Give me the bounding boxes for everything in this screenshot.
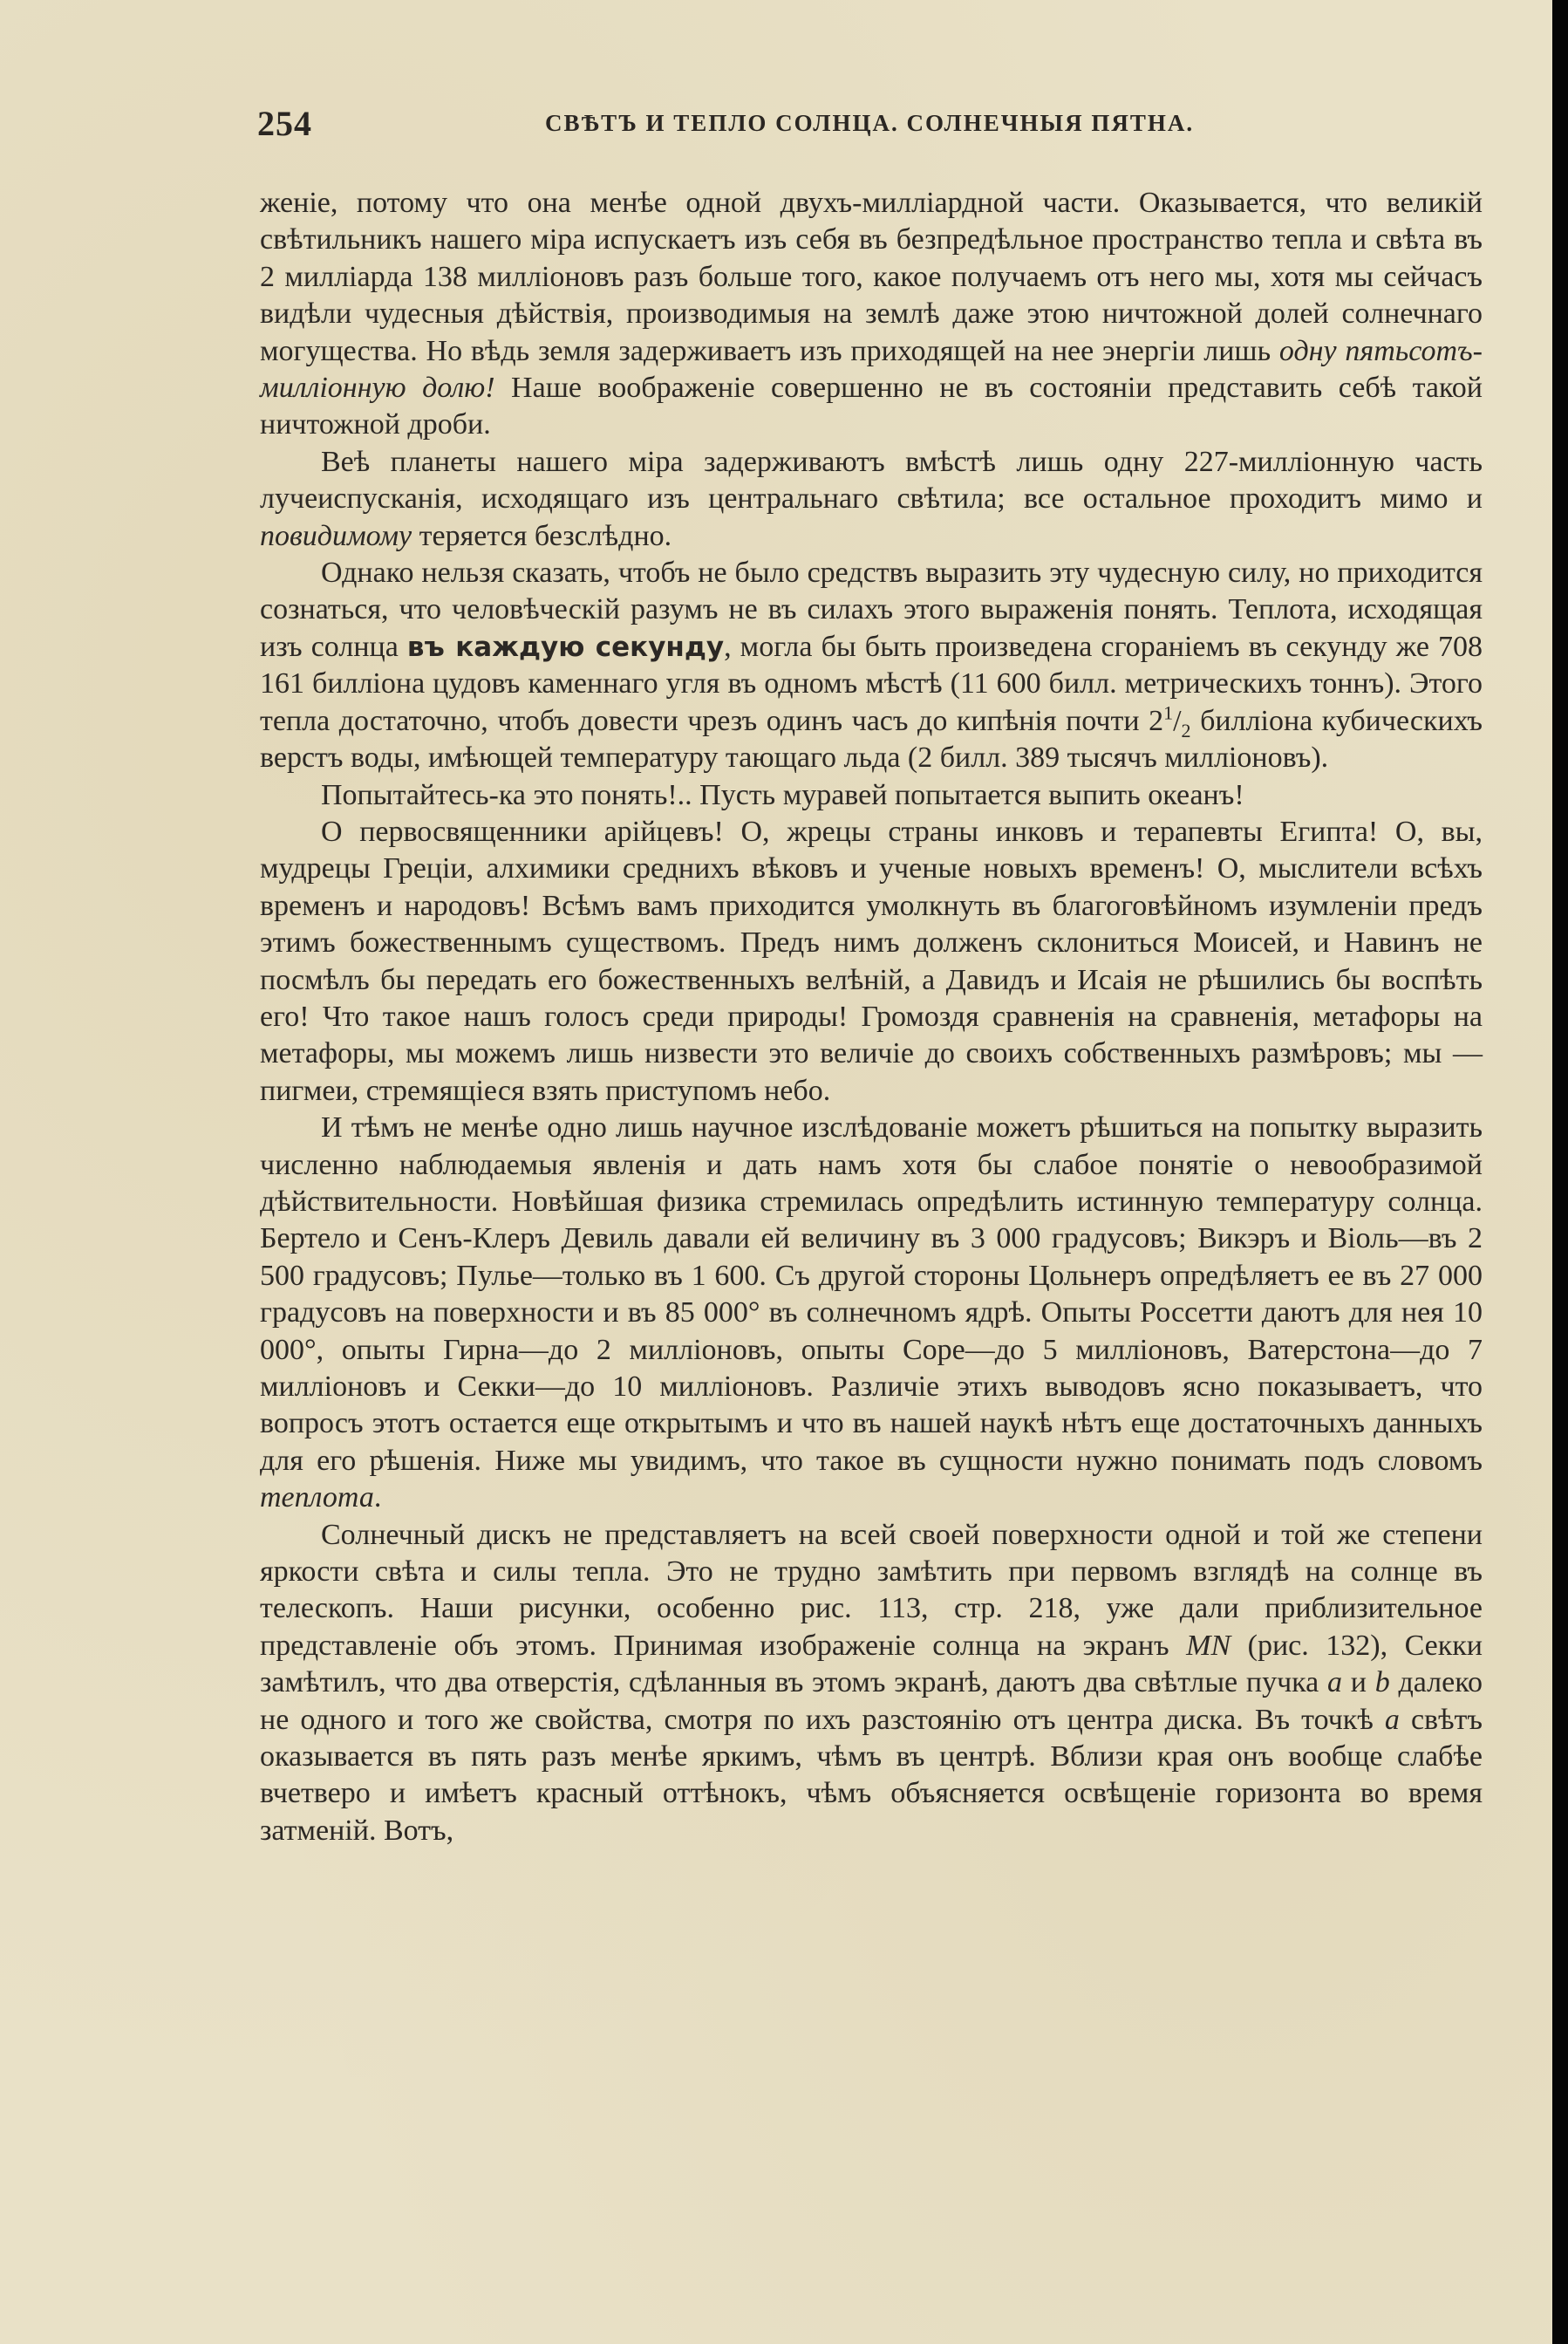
text-run: Наше воображеніе совершенно не въ состояніи представить себѣ такой ничтожной дроби. bbox=[260, 372, 1483, 441]
italic-text: MN bbox=[1186, 1629, 1231, 1662]
paragraph bbox=[260, 814, 1483, 1110]
text-run: И тѣмъ не менѣе одно лишь научное изслѣдованіе можетъ рѣшиться на попытку выразить численно наблюдаемыя явленія и дать намъ хотя бы слабое понятіе о невообразимой дѣйствительности. Новѣйшая физика стремилась опредѣлить истинную температуру солнца. Бертело и Сенъ-Клеръ Девиль давали ей величину въ 3 000 градусовъ; Викэръ и Віоль—въ 2 500 градусовъ; Пулье—только въ 1 600. Съ другой стороны Цольнеръ опредѣляетъ ее въ 27 000 градусовъ на поверхности и въ 85 000° въ солнечномъ ядрѣ. Опыты Россетти даютъ для нея 10 000°, опыты Гирна—до 2 милліоновъ, опыты Соре—до 5 милліоновъ, Ватерстона—до 7 милліоновъ и Секки—до 10 милліоновъ. Различіе этихъ выводовъ ясно показываетъ, что вопросъ этотъ остается еще открытымъ и что въ нашей наукѣ нѣтъ еще достаточныхъ данныхъ для его рѣшенія. Ниже мы увидимъ, что такое въ сущности нужно понимать подъ словомъ bbox=[260, 1111, 1483, 1477]
running-head: СВѢТЪ И ТЕПЛО СОЛНЦА. СОЛНЕЧНЫЯ ПЯТНА. bbox=[545, 110, 1195, 136]
text-run: далеко не одного и того же свойства, смотря по ихъ разстоянію отъ центра диска. Въ точкѣ bbox=[260, 1666, 1483, 1736]
italic-text: теплота bbox=[260, 1481, 374, 1514]
text-run: (рис. 132), Секки замѣтилъ, что два отверстія, сдѣланныя въ этомъ экранѣ, даютъ два свѣтлые пучка bbox=[260, 1629, 1483, 1699]
text-run: и bbox=[1342, 1666, 1375, 1699]
paragraph bbox=[260, 555, 1483, 776]
text-run: билліона кубическихъ верстъ воды, имѣющей температуру тающаго льда (2 билл. 389 тысячъ милліоновъ). bbox=[260, 704, 1483, 775]
text-run: 1 bbox=[1163, 701, 1174, 724]
text-run: Попытайтесь-ка это понять!.. Пусть муравей попытается выпить океанъ! bbox=[321, 778, 1244, 811]
italic-text: a bbox=[1327, 1666, 1343, 1699]
bold-text: въ каждую секунду bbox=[406, 631, 725, 663]
text-run: свѣтъ оказывается въ пять разъ менѣе яркимъ, чѣмъ въ центрѣ. Вблизи края онъ вообще слабѣе вчетверо и имѣетъ красный оттѣнокъ, чѣмъ объясняется освѣщеніе горизонта во время затменій. Вотъ, bbox=[260, 1703, 1483, 1847]
text-run: . bbox=[373, 1481, 382, 1514]
italic-text: одну пятьсотъ-милліонную долю! bbox=[260, 334, 1483, 405]
text-run: женіе, потому что она менѣе одной двухъ-милліардной части. Оказывается, что великій свѣтильникъ нашего міра испускаетъ изъ себя въ безпредѣльное пространство тепла и свѣта въ 2 милліарда 138 милліоновъ разъ больше того, какое получаемъ отъ него мы, хотя мы сейчасъ видѣли чудесныя дѣйствія, производимыя на землѣ даже этою ничтожной долей солнечнаго могущества. Но вѣдь земля задерживаетъ изъ приходящей на нее энергіи лишь bbox=[260, 187, 1483, 367]
paragraph bbox=[260, 444, 1483, 555]
text-run: О первосвященники арійцевъ! О, жрецы страны инковъ и терапевты Египта! О, вы, мудрецы Греціи, алхимики среднихъ вѣковъ и ученые новыхъ временъ! О, мыслители всѣхъ временъ и народовъ! Всѣмъ вамъ приходится умолкнуть въ благоговѣйномъ изумленіи предъ этимъ божественнымъ существомъ. Предъ нимъ долженъ склониться Моисей, и Навинъ не посмѣлъ бы передать его божественныхъ велѣній, а Давидъ и Исаія не рѣшились бы воспѣть его! Что такое нашъ голосъ среди природы! Громоздя сравненія на сравненія, метафоры на метафоры, мы можемъ лишь низвести это величіе до своихъ собственныхъ размѣровъ; мы — пигмеи, стремящіеся взять приступомъ небо. bbox=[260, 815, 1483, 1107]
text-run: Веѣ планеты нашего міра задерживаютъ вмѣстѣ лишь одну 227-милліонную часть лучеиспусканія, исходящаго изъ центральнаго свѣтила; все остальное проходитъ мимо и bbox=[260, 445, 1483, 516]
page-number: 254 bbox=[257, 104, 312, 143]
body-text bbox=[260, 185, 1483, 1849]
italic-text: повидимому bbox=[260, 519, 412, 552]
text-run: 2 bbox=[1181, 719, 1191, 741]
paragraph bbox=[260, 185, 1483, 444]
text-run: / bbox=[1173, 704, 1182, 737]
text-run: Солнечный дискъ не представляетъ на всей своей поверхности одной и той же степени яркости свѣта и силы тепла. Это не трудно замѣтить при первомъ взглядѣ на солнце въ телескопъ. Наши рисунки, особенно рис. 113, стр. 218, уже дали приблизительное представленіе объ этомъ. Принимая изображеніе солнца на экранъ bbox=[260, 1518, 1483, 1662]
paragraph bbox=[260, 777, 1483, 814]
paragraph bbox=[260, 1110, 1483, 1516]
paragraph bbox=[260, 1517, 1483, 1850]
text-run: Однако нельзя сказать, чтобъ не было средствъ выразить эту чудесную силу, но приходится сознаться, что человѣческій разумъ не въ силахъ этого выраженія понять. Теплота, исходящая изъ солнца bbox=[260, 557, 1483, 663]
page-header bbox=[257, 103, 1487, 155]
text-run: , могла бы быть произведена сгораніемъ въ секунду же 708 161 билліона цудовъ каменнаго угля въ одномъ мѣстѣ (11 600 билл. метрическихъ тоннъ). Этого тепла достаточно, чтобъ довести чрезъ одинъ часъ до кипѣнія почти 2 bbox=[260, 630, 1483, 737]
italic-text: a bbox=[1384, 1703, 1400, 1736]
text-run: теряется безслѣдно. bbox=[412, 519, 672, 552]
italic-text: b bbox=[1374, 1666, 1390, 1699]
